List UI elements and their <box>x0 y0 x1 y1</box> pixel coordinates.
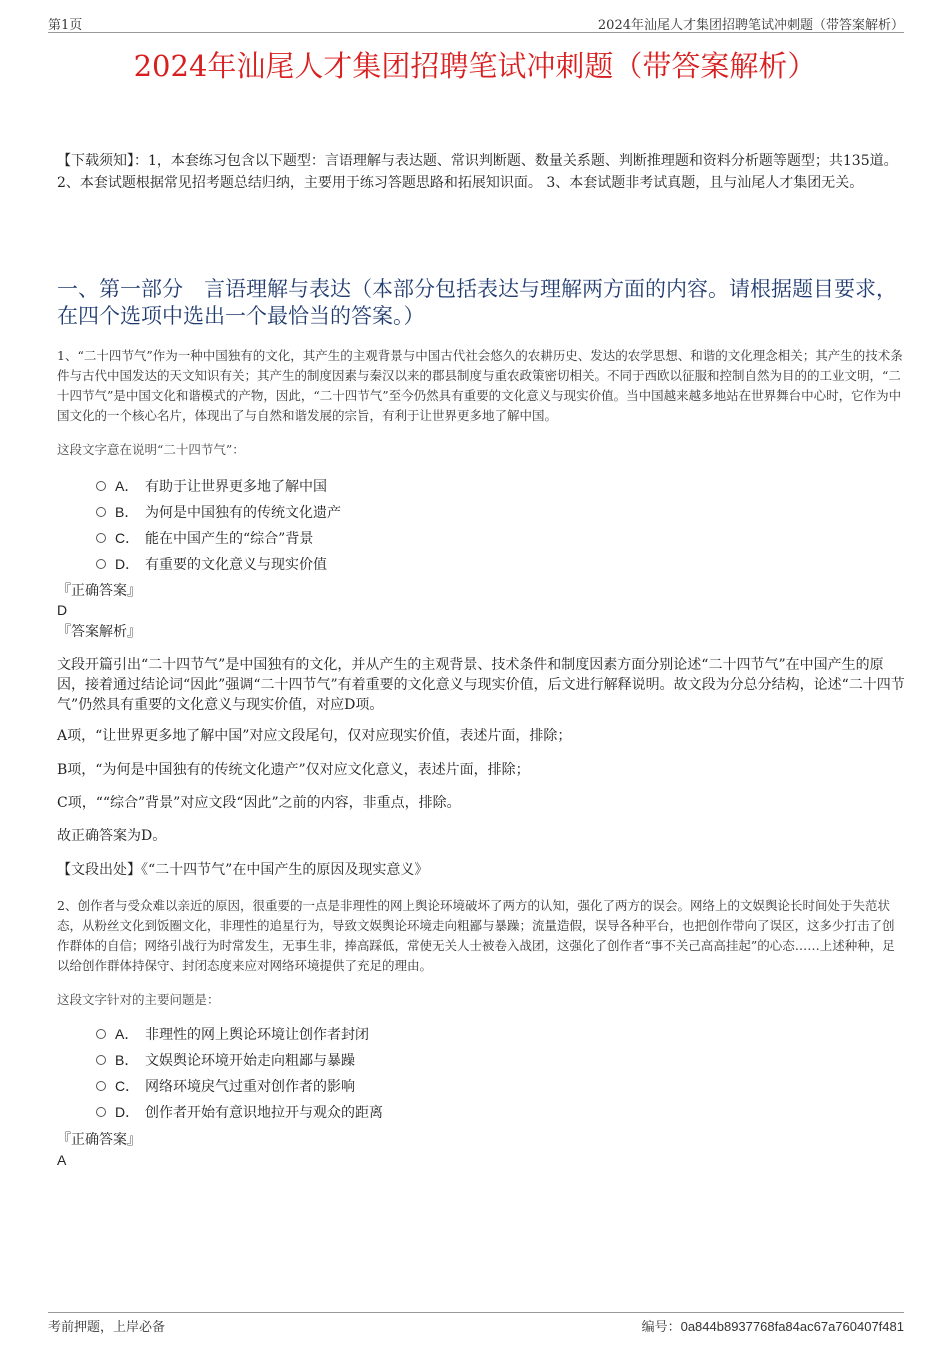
q1-analysis: 文段开篇引出“二十四节气”是中国独有的文化，并从产生的主观背景、技术条件和制度因素方面分别论述“二十四节气”在中国产生的原因，接着通过结论词“因此”强调“二十四节气”有着重要的文化意义与现实价值，后文进行解释说明。故文段为分总分结构，论述“二十四节气”仍然具有重要的文化意义与现实价值，对应D项。 <box>57 657 905 713</box>
document-title: 2024年汕尾人才集团招聘笔试冲刺题（带答案解析） <box>133 49 817 83</box>
download-notice: 【下载须知】：1，本套练习包含以下题型：言语理解与表达题、常识判断题、数量关系题、判断推理题和资料分析题等题型；共135道。 2、本套试题根据常见招考题总结归纳，主要用于练习答题思路和拓展知识面。 3、本套试题非考试真题，且与汕尾人才集团无关。 <box>57 153 898 191</box>
q2-option-c[interactable]: C． 网络环境戾气过重对创作者的影响 <box>96 1076 355 1096</box>
question-1-stem: 这段文字意在说明“二十四节气”： <box>57 442 245 457</box>
header-doc-title: 2024年汕尾人才集团招聘笔试冲刺题（带答案解析） <box>597 18 904 33</box>
radio-icon[interactable] <box>96 1029 106 1039</box>
q1-analysis-b: B项，“为何是中国独有的传统文化遗产”仅对应文化意义，表述片面，排除； <box>57 762 530 778</box>
q1-analysis-a: A项，“让世界更多地了解中国”对应文段尾句，仅对应现实价值，表述片面，排除； <box>57 728 572 744</box>
q1-option-b[interactable]: B． 为何是中国独有的传统文化遗产 <box>96 502 341 522</box>
q2-answer: A <box>57 1152 67 1168</box>
q1-conclusion: 故正确答案为D。 <box>57 828 167 844</box>
q2-option-a[interactable]: A． 非理性的网上舆论环境让创作者封闭 <box>96 1024 369 1044</box>
radio-icon[interactable] <box>96 1055 106 1065</box>
radio-icon[interactable] <box>96 1107 106 1117</box>
q1-option-c[interactable]: C． 能在中国产生的“综合”背景 <box>96 528 313 548</box>
page-header <box>48 14 904 33</box>
page-footer <box>48 1312 904 1333</box>
section-heading: 一、第一部分 言语理解与表达（本部分包括表达与理解两方面的内容。请根据题目要求，在四个选项中选出一个最恰当的答案。） <box>57 277 897 328</box>
question-1-text: 1、“二十四节气”作为一种中国独有的文化，其产生的主观背景与中国古代社会悠久的农耕历史、发达的农学思想、和谐的文化理念相关；其产生的技术条件与古代中国发达的天文知识有关；其产生的制度因素与秦汉以来的郡县制度与重农政策密切相关。不同于西欧以征服和控制自然为目的的工业文明，“二十四节气”是中国文化和谐模式的产物，因此，“二十四节气”至今仍然具有重要的文化意义与现实价值。当中国越来越多地站在世界舞台中心时，它作为中国文化的一个核心名片，体现出了与自然和谐发展的宗旨，有利于让世界更多地了解中国。 <box>57 348 903 423</box>
radio-icon[interactable] <box>96 559 106 569</box>
radio-icon[interactable] <box>96 507 106 517</box>
page-number: 第1页 <box>48 18 83 33</box>
footer-serial: 编号：0a844b8937768fa84ac67a760407f481 <box>641 1319 904 1335</box>
radio-icon[interactable] <box>96 1081 106 1091</box>
footer-slogan: 考前押题，上岸必备 <box>48 1320 166 1335</box>
q1-option-a[interactable]: A． 有助于让世界更多地了解中国 <box>96 476 327 496</box>
q1-answer: D <box>57 602 68 618</box>
q2-option-b[interactable]: B． 文娱舆论环境开始走向粗鄙与暴躁 <box>96 1050 355 1070</box>
question-2-stem: 这段文字针对的主要问题是： <box>57 992 220 1007</box>
q2-option-d[interactable]: D． 创作者开始有意识地拉开与观众的距离 <box>96 1102 383 1122</box>
radio-icon[interactable] <box>96 481 106 491</box>
q1-option-d[interactable]: D． 有重要的文化意义与现实价值 <box>96 554 327 574</box>
q1-analysis-label: 『答案解析』 <box>57 624 141 640</box>
q1-source: 【文段出处】《“二十四节气”在中国产生的原因及现实意义》 <box>57 862 429 878</box>
question-2-text: 2、创作者与受众难以亲近的原因，很重要的一点是非理性的网上舆论环境破坏了两方的认知，强化了两方的误会。网络上的文娱舆论长时间处于失范状态，从粉丝文化到饭圈文化，非理性的追星行为，导致文娱舆论环境走向粗鄙与暴躁；流量造假，误导各种平台，也把创作带向了误区，这多少打击了创作群体的自信；网络引战行为时常发生，无事生非，捧高踩低，常使无关人士被卷入战团，这强化了创作者“事不关己高高挂起”的心态……上述种种，足以给创作群体持保守、封闭态度来应对网络环境提供了充足的理由。 <box>57 898 895 973</box>
q2-answer-label: 『正确答案』 <box>57 1132 141 1148</box>
q1-analysis-c: C项，““综合”背景”对应文段“因此”之前的内容，非重点，排除。 <box>57 795 461 811</box>
radio-icon[interactable] <box>96 533 106 543</box>
q1-answer-label: 『正确答案』 <box>57 583 141 599</box>
